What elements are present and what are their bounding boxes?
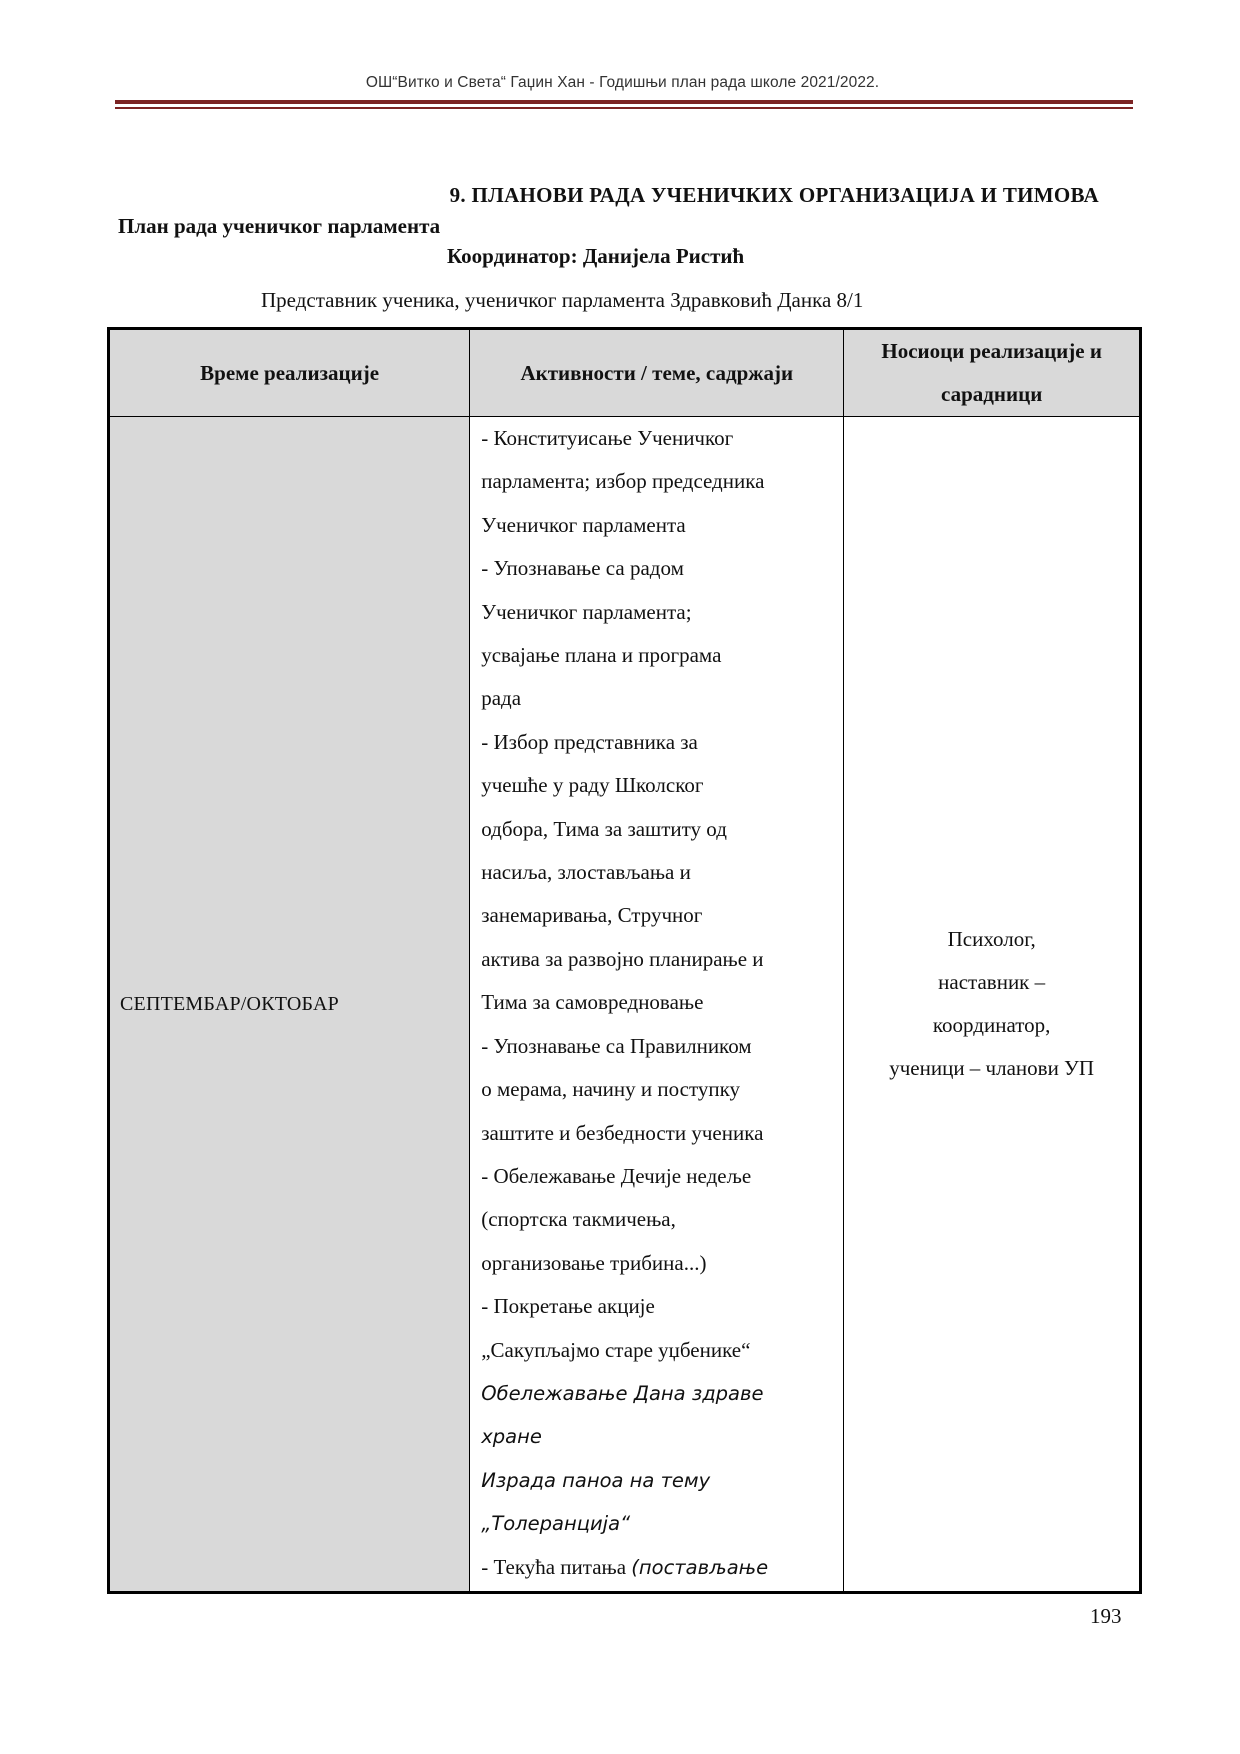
header-rule-thin [115, 107, 1133, 109]
header-carriers: Носиоци реализације и сарадници [844, 329, 1141, 417]
student-parliament-plan-table [107, 327, 1142, 1594]
carrier-line: наставник – [938, 970, 1046, 994]
activity-line-italic: „Толеранција“ [481, 1512, 631, 1536]
coordinator-line: Координатор: Данијела Ристић [447, 244, 745, 268]
carrier-line: координатор, [932, 1013, 1051, 1037]
header-activities: Активности / теме, садржаји [470, 329, 844, 417]
activity-line: учешће у раду Школског [481, 773, 704, 798]
activity-line: насиља, злостављања и [481, 860, 691, 885]
page-number: 193 [1090, 1604, 1122, 1628]
activity-line: одбора, Тима за заштиту од [481, 816, 727, 841]
carrier-line: ученици – чланови УП [889, 1056, 1095, 1080]
activity-line: (спортска такмичења, [481, 1207, 676, 1232]
activity-line [481, 1546, 833, 1589]
subsection-title: План рада ученичког парламента [118, 214, 441, 238]
activity-line: Тима за самовредновање [481, 990, 704, 1015]
activity-line: организовање трибина...) [481, 1250, 707, 1275]
activity-line-italic: Израда паноа на тему [481, 1468, 711, 1492]
table-row [109, 417, 1141, 1593]
activities-cell [470, 417, 844, 1593]
activity-line: Ученичког парламента; [481, 599, 692, 624]
activity-line: - Конституисање Ученичког [481, 426, 734, 450]
carrier-line: Психолог, [947, 927, 1036, 951]
activity-line: - Обележавање Дечије недеље [481, 1163, 752, 1188]
section-title: 9. ПЛАНОВИ РАДА УЧЕНИЧКИХ ОРГАНИЗАЦИЈА И ТИМОВА [449, 183, 1099, 207]
activity-line: „Сакупљајмо старе уџбенике“ [481, 1337, 751, 1362]
activity-line: занемаривања, Стручног [481, 903, 703, 928]
representative-line: Представник ученика, ученичког парламента Здравковић Данка 8/1 [261, 288, 864, 312]
table-header-row [109, 329, 1141, 417]
activity-line-italic: Обележавање Дана здраве [481, 1381, 764, 1405]
activity-text-italic: (постављање [631, 1555, 769, 1579]
activity-line-italic: хране [481, 1425, 542, 1449]
running-header: ОШ“Витко и Света“ Гаџин Хан - Годишњи план рада школе 2021/2022. [365, 74, 880, 91]
activity-line: - Избор представника за [481, 729, 698, 754]
activity-line: - Упознавање са радом [481, 556, 684, 581]
activity-line: о мерама, начину и поступку [481, 1077, 741, 1102]
header-rule-thick [115, 100, 1133, 104]
activity-line: парламента; избор председника [481, 469, 765, 494]
activity-text: - Текућа питања [481, 1554, 632, 1579]
time-cell: СЕПТЕМБАР/ОКТОБАР [109, 417, 470, 1593]
activity-line: - Упознавање са Правилником [481, 1033, 752, 1058]
activity-line: актива за развојно планирање и [481, 946, 764, 971]
activity-line: усвајање плана и програма [481, 643, 722, 668]
header-time: Време реализације [109, 329, 470, 417]
activity-line: - Покретање акције [481, 1294, 655, 1319]
activity-line: рада [481, 686, 522, 711]
carriers-cell [844, 417, 1141, 1593]
activity-line: Ученичког парламента [481, 512, 686, 537]
activity-line: заштите и безбедности ученика [481, 1120, 764, 1145]
